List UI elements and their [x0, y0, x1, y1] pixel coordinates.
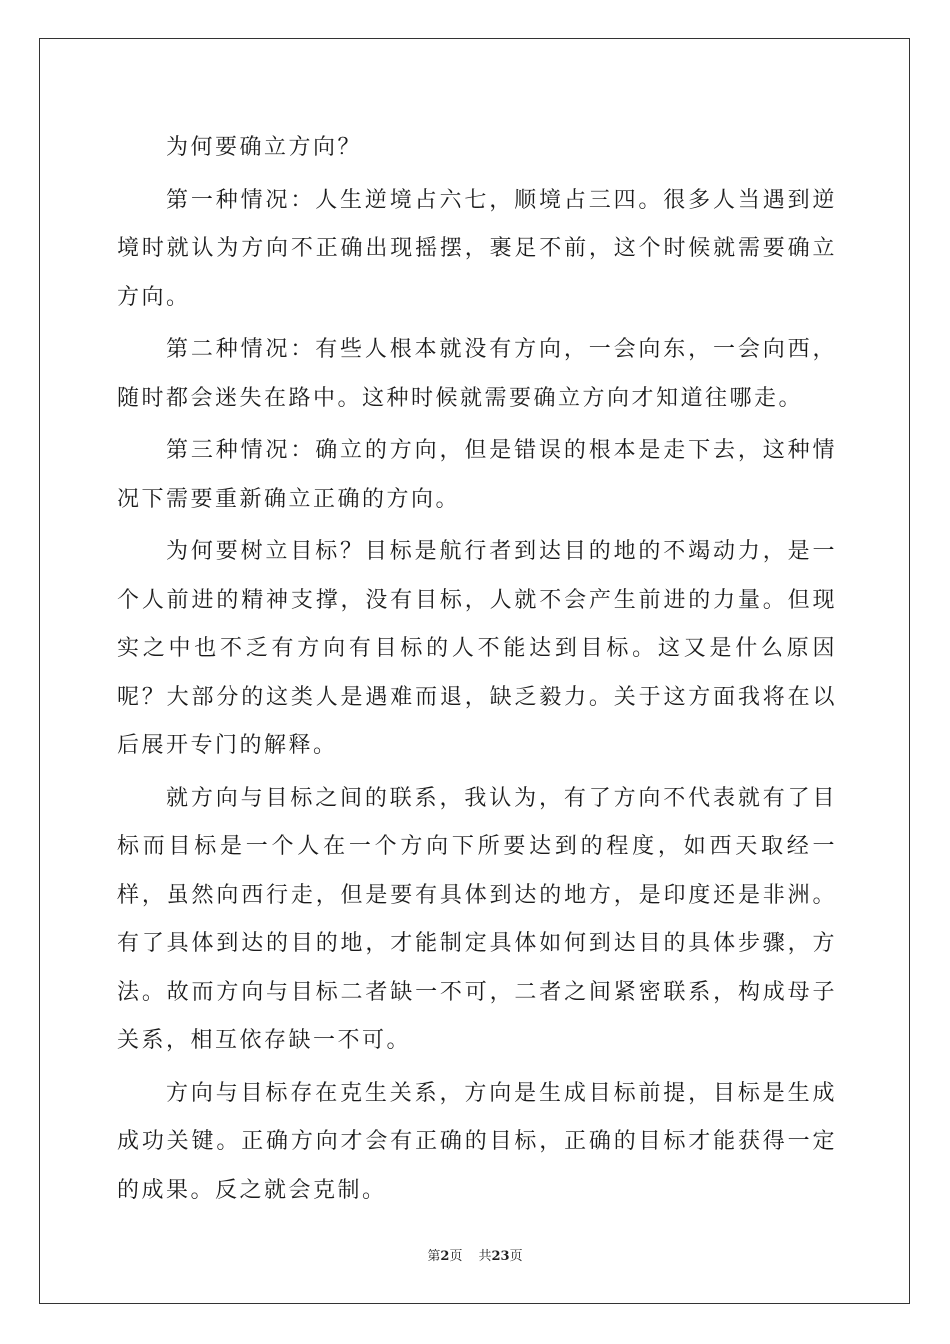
total-pages: 23	[491, 1249, 510, 1264]
paragraph-why-goals: 为何要树立目标？目标是航行者到达目的地的不竭动力，是一个人前进的精神支撑，没有目标，人就不会产生前进的力量。但现实之中也不乏有方向有目标的人不能达到目标。这又是什么原因呢？大部分的这类人是遇难而退，缺乏毅力。关于这方面我将在以后展开专门的解释。	[117, 539, 837, 758]
page-prefix: 第	[427, 1249, 441, 1264]
paragraph-case-one: 第一种情况：人生逆境占六七，顺境占三四。很多人当遇到逆境时就认为方向不正确出现摇摆，裹足不前，这个时候就需要确立方向。	[117, 187, 837, 310]
page-suffix: 页	[449, 1249, 463, 1264]
paragraph-heading-direction: 为何要确立方向？	[166, 135, 363, 160]
page-footer	[0, 1245, 950, 1264]
paragraph-conclusion: 方向与目标存在克生关系，方向是生成目标前提，目标是生成成功关键。正确方向才会有正确的目标，正确的目标才能获得一定的成果。反之就会克制。	[117, 1080, 837, 1203]
total-suffix: 页	[509, 1249, 523, 1264]
paragraph-relation: 就方向与目标之间的联系，我认为，有了方向不代表就有了目标而目标是一个人在一个方向下所要达到的程度，如西天取经一样，虽然向西行走，但是要有具体到达的地方，是印度还是非洲。有了具体到达的目的地，才能制定具体如何到达目的具体步骤，方法。故而方向与目标二者缺一不可，二者之间紧密联系，构成母子关系，相互依存缺一不可。	[117, 785, 837, 1053]
total-prefix: 共	[478, 1249, 492, 1264]
paragraph-case-three: 第三种情况：确立的方向，但是错误的根本是走下去，这种情况下需要重新确立正确的方向。	[117, 438, 837, 512]
document-body	[117, 124, 837, 1219]
page-number: 2	[440, 1249, 450, 1264]
paragraph-case-two: 第二种情况：有些人根本就没有方向，一会向东，一会向西，随时都会迷失在路中。这种时候就需要确立方向才知道往哪走。	[117, 337, 837, 411]
